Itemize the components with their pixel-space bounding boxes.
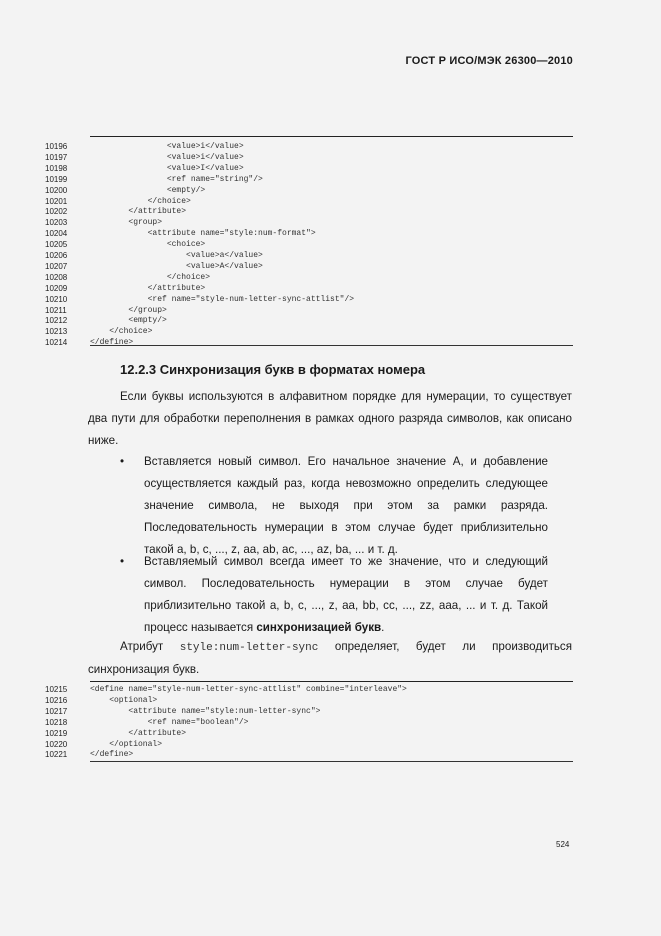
code-text: <attribute name="style:num-letter-sync"> — [90, 706, 321, 716]
code-text: <define name="style-num-letter-sync-attlist" combine="interleave"> — [90, 685, 407, 694]
line-number: 10212 — [45, 316, 68, 326]
code-text: <optional> — [90, 695, 158, 705]
line-number: 10204 — [45, 229, 68, 239]
code-text: <ref name="style-num-letter-sync-attlist"/> — [90, 294, 355, 304]
line-number: 10221 — [45, 750, 68, 760]
code-text: </group> — [90, 305, 167, 315]
code-text: </choice> — [90, 196, 191, 206]
line-number: 10213 — [45, 327, 68, 337]
code-block-top-rule — [90, 136, 573, 137]
line-number: 10197 — [45, 152, 68, 162]
inline-code: style:num-letter-sync — [179, 642, 319, 654]
bullet-text — [144, 551, 548, 639]
bullet-text-bold: синхронизацией букв — [256, 621, 382, 634]
code-block-bottom-rule — [90, 761, 573, 762]
line-number: 10211 — [45, 305, 67, 315]
paragraph-2 — [88, 636, 572, 681]
code-text: </define> — [90, 750, 134, 760]
code-text: <ref name="boolean"/> — [90, 717, 249, 727]
line-number: 10203 — [45, 218, 68, 228]
code-text: <value>A</value> — [90, 261, 263, 271]
page-header: ГОСТ Р ИСО/МЭК 26300—2010 — [405, 55, 573, 67]
line-number: 10220 — [45, 739, 68, 749]
line-number: 10198 — [45, 163, 68, 173]
code-text: <ref name="string"/> — [90, 174, 263, 184]
code-text: <empty/> — [90, 185, 206, 195]
line-number: 10214 — [45, 338, 68, 348]
code-text: <attribute name="style:num-format"> — [90, 229, 316, 239]
line-number: 10199 — [45, 174, 68, 184]
code-text: </attribute> — [90, 207, 187, 217]
code-text: <value>I</value> — [90, 163, 244, 173]
code-block-1 — [45, 134, 573, 346]
line-number: 10218 — [45, 717, 68, 727]
bullet-text-before: Вставляемый символ всегда имеет то же значение, что и следующий символ. Последовательность нумерации в этом случае будет приблизительно такой a, b, c, ..., z, aa, bb, cc, ..., zz, aaa, ... и т. д. Такой процесс называется — [144, 555, 548, 634]
bullet-marker: • — [120, 555, 125, 568]
code-text: <empty/> — [90, 316, 167, 326]
code-text: </optional> — [90, 739, 163, 749]
code-text: <value>i</value> — [90, 152, 244, 162]
line-number: 10216 — [45, 695, 68, 705]
line-number: 10201 — [45, 196, 68, 206]
bullet-text-after: . — [381, 621, 385, 634]
line-number: 10196 — [45, 142, 68, 151]
code-text: </choice> — [90, 327, 153, 337]
paragraph-2-after: определяет, будет ли производиться синхронизация букв. — [88, 640, 572, 676]
code-text: </attribute> — [90, 283, 206, 293]
line-number: 10205 — [45, 240, 68, 250]
line-number: 10207 — [45, 261, 68, 271]
paragraph-1: Если буквы используются в алфавитном порядке для нумерации, то существует два пути для обработки переполнения в рамках одного разряда символов, как описано ниже. — [88, 390, 572, 447]
code-block-2 — [45, 679, 573, 763]
line-number: 10210 — [45, 294, 68, 304]
line-number: 10209 — [45, 283, 68, 293]
code-text: <value>i</value> — [90, 142, 244, 151]
paragraph-2-before: Атрибут — [120, 640, 180, 653]
line-number: 10217 — [45, 706, 68, 716]
bullet-marker: • — [120, 455, 125, 468]
code-text: </choice> — [90, 272, 211, 282]
code-text: </attribute> — [90, 728, 187, 738]
code-text: <choice> — [90, 240, 206, 250]
line-number: 10200 — [45, 185, 68, 195]
code-text: </define> — [90, 338, 134, 348]
code-text: <value>a</value> — [90, 251, 263, 260]
bullet-text: Вставляется новый символ. Его начальное значение A, и добавление осуществляется каждый раз, когда невозможно определить следующее значение символа, не выходя при этом за рамки разряда. Последовательность нумерации в этом случае будет приблизительно такой a, b, c, ..., z, aa, ab, ac, ..., az, ba, ... и т. д. — [144, 455, 548, 556]
code-block-bottom-rule — [90, 345, 573, 346]
code-text: <group> — [90, 218, 163, 228]
line-number: 10202 — [45, 207, 68, 217]
line-number: 10215 — [45, 685, 68, 694]
line-number: 10219 — [45, 728, 68, 738]
line-number: 10208 — [45, 272, 68, 282]
section-title: 12.2.3 Синхронизация букв в форматах номера — [120, 362, 426, 377]
code-block-top-rule — [90, 681, 573, 682]
line-number: 10206 — [45, 251, 68, 260]
page-number: 524 — [556, 840, 570, 849]
